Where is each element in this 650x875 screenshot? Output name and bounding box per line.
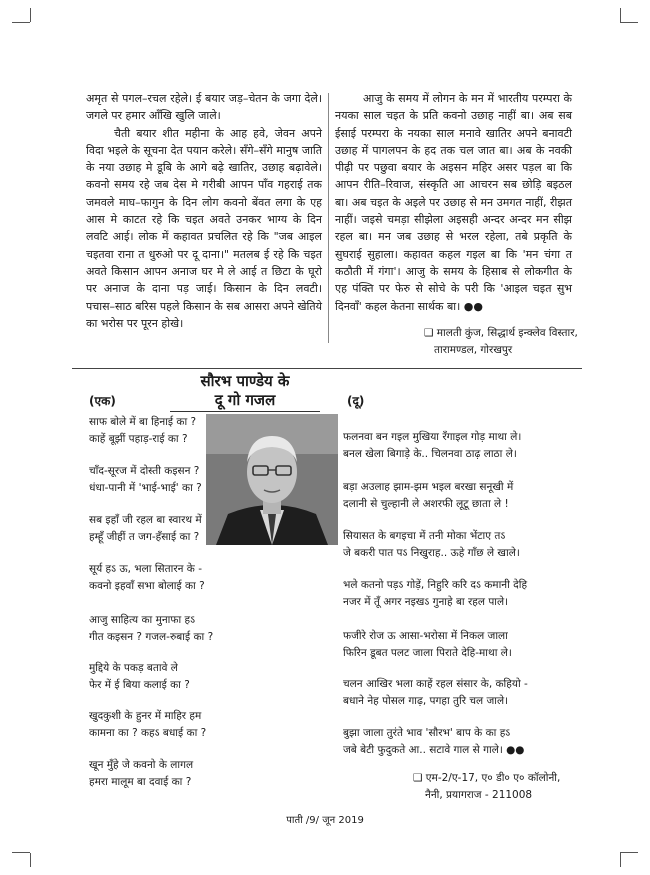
ghazal-two-couplet <box>343 429 583 463</box>
ghazal-line: चाँद-सूरज में दोस्ती कइसन ? <box>89 465 200 477</box>
ghazal-line: आजु साहित्य का मुनाफा हऽ <box>89 614 196 626</box>
article-right-column <box>335 90 572 315</box>
ghazal-one-couplet <box>89 414 239 448</box>
author-address-line: ❑ मालती कुंज, सिद्धार्थ इन्क्लेव विस्तार, <box>424 327 578 339</box>
section-divider <box>72 368 582 369</box>
ghazal-line: धंधा-पानी में 'भाई-भाई' का ? <box>89 482 202 494</box>
ghazal-line: बड़ा अउलाह झाम-झम भइल बरखा सनूखी में <box>343 481 514 493</box>
ghazal-one-couplet <box>89 512 239 546</box>
ghazal-line: फलनवा बन गइल मुखिया रँगाइल गोड़ माथा ले। <box>343 431 522 443</box>
ghazal-line: भले कतनो पड़ऽ गोड़ें, निहुरि करि दऽ कमानी देहि <box>343 579 528 591</box>
ghazal-heading <box>170 372 320 410</box>
ghazal-line: फिरिन डूबत पलट जाला पिराते देहि-माथा ले। <box>343 647 512 659</box>
ghazal-line: काहें बूझीं पहाड़-राई का ? <box>89 433 188 445</box>
ghazal-one-couplet <box>89 708 239 742</box>
author-address <box>424 325 578 359</box>
ghazal-line: बुझा जाला तुरंते भाव 'सौरभ' बाप के का हऽ <box>343 727 511 739</box>
crop-mark <box>620 853 621 867</box>
crop-mark <box>620 852 638 853</box>
article-paragraph: आजु के समय में लोगन के मन में भारतीय परम्परा के नयका साल चइत के प्रति कवनो उछाह नाहीं बा। अब सब ईसाई परम्परा के नयका साल मनावे खातिर अपने बनावटी उछाह में पागलपन के हद तक चल जात बा। अब के नवकी पीढ़ी पर पछुवा बयार के अइसन महिर असर पड़ल बा कि आपन रीति–रिवाज, संस्कृति आ आचरन सब छोड़ि बइठल बा। अब चइत के अइले पर उछाह से मन उमगत नाहीं, रीझत नाहीं। जइसे चमड़ा सीझेला अइसही अन्दर अन्दर मन सीझ रहल बा। मन जब उछाह से भरल रहेला, तबे प्रकृति के सुघराई सुहाला। कहावत कहल गइल बा कि 'मन चंगा त कठौती में गंगा'। आजु के समय के हिसाब से लोकगीत के एह पंक्ति पर फेरु से सोचे के परी कि 'आइल चइत सुभ दिनवाँ' कहल केतना सार्थक बा। ●● <box>335 92 572 313</box>
ghazal-line: कवनो इहवाँ सभा बोलाई का ? <box>89 580 205 592</box>
ghazal-one-couplet <box>89 612 239 646</box>
ghazal-line: जे बकरी पात पऽ निखुराह.. ऊहे गाँछ ले खाले। <box>343 547 520 559</box>
crop-mark <box>620 8 621 22</box>
heading-underline <box>170 411 320 412</box>
ghazal-two-couplet <box>343 676 583 710</box>
author-address-line: ❑ एम-2/ए-17, ए० डी० ए० कॉलोनी, <box>413 772 561 784</box>
article-left-column <box>86 90 322 332</box>
ghazal-line: बधाने नेह पोसल गाढ़, पगहा तुरि चल जाले। <box>343 695 509 707</box>
article-paragraph: अमृत से पगल–रचल रहेले। ई बयार जड़–चेतन के जगा देले। जगले पर हमार आँखि खुलि जाले। <box>86 92 322 123</box>
crop-mark <box>12 852 30 853</box>
ghazal-line: हमरा मालूम बा दवाई का ? <box>89 776 192 788</box>
crop-mark <box>12 22 30 23</box>
ghazal-line: खून मुँहे जे कवनो के लागल <box>89 759 194 771</box>
ghazal-two-couplet <box>343 725 583 759</box>
ghazal-two-couplet <box>343 479 583 513</box>
ghazal-two-couplet <box>343 628 583 662</box>
ghazal-line: हम्हूँ जीहीं त जग-हँसाई का ? <box>89 531 200 543</box>
author-address <box>413 770 560 804</box>
ghazal-line: फजीरे रोज ऊ आसा-भरोसा में निकल जाला <box>343 630 508 642</box>
ghazal-one-couplet <box>89 660 239 694</box>
crop-mark <box>620 22 638 23</box>
page-footer: पाती /9/ जून 2019 <box>286 815 364 826</box>
ghazal-heading-line: सौरभ पाण्डेय के <box>200 372 290 390</box>
ghazal-one-label: (एक) <box>89 394 116 408</box>
ghazal-line: बनल खेला बिगाड़े के.. चिलनवा ठाढ़ लाठा ले। <box>343 448 517 460</box>
ghazal-line: फेर में ई बिया कलाई का ? <box>89 679 190 691</box>
author-address-line: नैनी, प्रयागराज - 211008 <box>425 789 533 801</box>
column-divider <box>328 93 329 343</box>
ghazal-heading-line: दू गो गजल <box>214 391 276 409</box>
ghazal-line: सियासत के बगइचा में तनी मोका भेंटाए तऽ <box>343 530 506 542</box>
ghazal-two-couplet <box>343 528 583 562</box>
ghazal-line: कामना का ? कहऽ बधाई का ? <box>89 727 207 739</box>
ghazal-one-couplet <box>89 561 239 595</box>
ghazal-one-couplet <box>89 463 239 497</box>
ghazal-line: साफ बोले में बा हिनाई का ? <box>89 416 197 428</box>
ghazal-line: चलन आखिर भला काहें रहल संसार के, कहियो - <box>343 678 528 690</box>
ghazal-line: जबे बेटी फुदुकते आ.. सटावे गाल से गाले। ●● <box>343 744 525 756</box>
article-paragraph: चैती बयार शीत महीना के आह हवे, जेवन अपने विदा भइले के सूचना देत पयान करेले। सँगे–सँगे मानुष जाति के नया उछाह मे डूबि के आगे बढ़े खातिर, उछाह बढ़ावेले। कवनो समय रहे जब देस मे गरीबी आपन पाँव गहराई तक जमवले माघ–फागुन के दिन लोग कवनो बेंवत लगा के एह आस मे काटत रहे कि चइत अवते उनकर भाग्य के दिन लवटि आई। लोक में कहावत प्रचलित रहे कि "जब आइल चइतवा राना त धुरुओ पर दू दाना।" मतलब ई रहे कि चइत अवते किसान आपन अनाज घर मे ले आई त छिटा के घूरो पर अनाज के दाना पड़ जाई। किसान के दिन लवटी। पचास–साठ बरिस पहले किसान के सब आसरा अपने खेतिये का भरोस पर पूरन होखे। <box>86 126 322 330</box>
ghazal-one-couplet <box>89 757 239 791</box>
ghazal-line: सूर्य हऽ ऊ, भला सितारन के - <box>89 563 202 575</box>
crop-mark <box>30 8 31 22</box>
ghazal-line: नजर में तूँ अगर नइखऽ गुनाहे बा रहल पाले। <box>343 596 509 608</box>
ghazal-line: गीत कइसन ? गजल-रुबाई का ? <box>89 631 214 643</box>
author-address-line: तारामण्डल, गोरखपुर <box>434 344 513 356</box>
ghazal-two-label: (दू) <box>347 394 365 408</box>
ghazal-two-couplet <box>343 577 583 611</box>
crop-mark <box>30 853 31 867</box>
ghazal-line: खुदकुशी के हुनर में माहिर हम <box>89 710 202 722</box>
ghazal-line: मुद्दिये के पकड़ बतावे ले <box>89 662 178 674</box>
ghazal-line: दलानी से चुल्हानी ले अशरफी लूटू छाता ले ! <box>343 498 509 510</box>
ghazal-line: सब इहाँ जी रहल बा स्वारथ में <box>89 514 202 526</box>
